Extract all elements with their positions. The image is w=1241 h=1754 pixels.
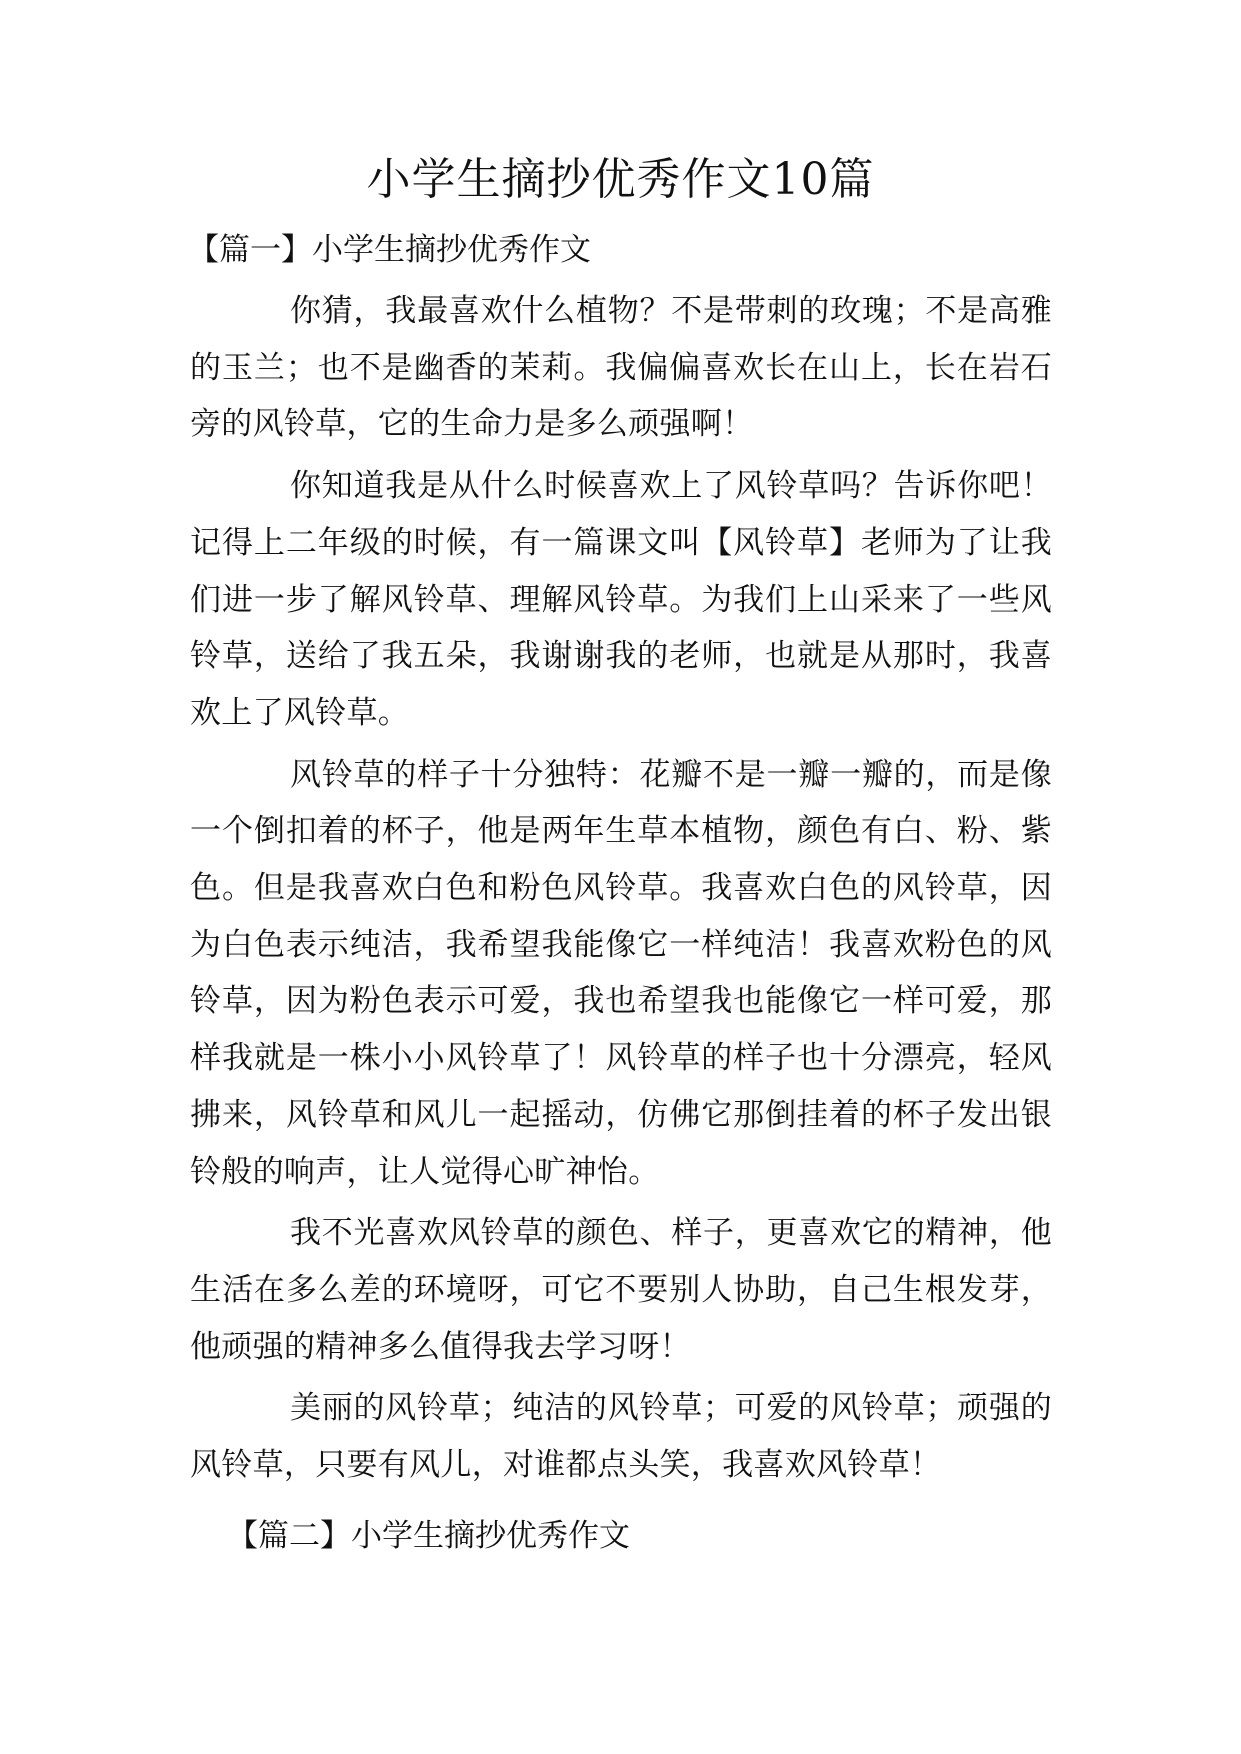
paragraph-1: 你猜，我最喜欢什么植物？不是带刺的玫瑰；不是高雅的玉兰；也不是幽香的茉莉。我偏偏喜欢长在山上，长在岩石旁的风铃草，它的生命力是多么顽强啊！ bbox=[190, 293, 1052, 443]
paragraph-4: 我不光喜欢风铃草的颜色、样子，更喜欢它的精神，他生活在多么差的环境呀，可它不要别人协助，自己生根发芽，他顽强的精神多么值得我去学习呀！ bbox=[190, 1215, 1052, 1365]
document-title: 小学生摘抄优秀作文10篇 bbox=[366, 154, 875, 205]
paragraph-2: 你知道我是从什么时候喜欢上了风铃草吗？告诉你吧！记得上二年级的时候，有一篇课文叫【风铃草】老师为了让我们进一步了解风铃草、理解风铃草。为我们上山采来了一些风铃草，送给了我五朵，我谢谢我的老师，也就是从那时，我喜欢上了风铃草。 bbox=[190, 468, 1052, 731]
section-heading-2: 【篇二】小学生摘抄优秀作文 bbox=[227, 1518, 630, 1554]
section-heading-1: 【篇一】小学生摘抄优秀作文 bbox=[188, 232, 591, 268]
paragraph-3: 风铃草的样子十分独特：花瓣不是一瓣一瓣的，而是像一个倒扣着的杯子，他是两年生草本植物，颜色有白、粉、紫色。但是我喜欢白色和粉色风铃草。我喜欢白色的风铃草，因为白色表示纯洁，我希望我能像它一样纯洁！我喜欢粉色的风铃草，因为粉色表示可爱，我也希望我也能像它一样可爱，那样我就是一株小小风铃草了！风铃草的样子也十分漂亮，轻风拂来，风铃草和风儿一起摇动，仿佛它那倒挂着的杯子发出银铃般的响声，让人觉得心旷神怡。 bbox=[190, 756, 1052, 1190]
paragraph-5: 美丽的风铃草；纯洁的风铃草；可爱的风铃草；顽强的风铃草，只要有风儿，对谁都点头笑，我喜欢风铃草！ bbox=[190, 1390, 1052, 1484]
section-body-1 bbox=[190, 283, 1052, 1494]
